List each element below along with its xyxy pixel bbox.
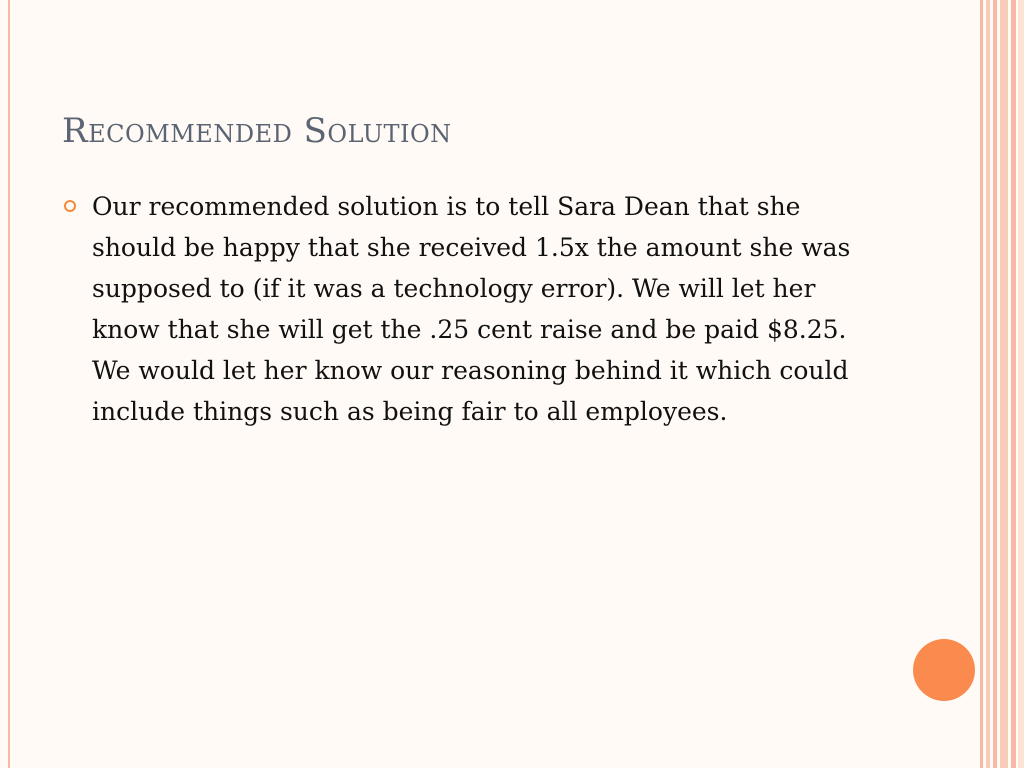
decorative-stripe [986, 0, 990, 768]
decorative-stripe [1011, 0, 1016, 768]
slide-content [64, 186, 884, 432]
decorative-stripe [1018, 0, 1024, 768]
decorative-stripe [993, 0, 997, 768]
bullet-circle-icon [64, 200, 76, 212]
decorative-stripe [1000, 0, 1008, 768]
left-border [8, 0, 10, 768]
bullet-item [64, 186, 884, 432]
slide-title: Recommended Solution [62, 111, 452, 151]
decorative-stripe [980, 0, 983, 768]
decorative-circle [913, 639, 975, 701]
bullet-text: Our recommended solution is to tell Sara Dean that she should be happy that she received 1.5x the amount she was supposed to (if it was a technology error). We will let her know that she will get the .25 cent raise and be paid $8.25. We would let her know our reasoning behind it which could include things such as being fair to all employees. [92, 192, 851, 426]
